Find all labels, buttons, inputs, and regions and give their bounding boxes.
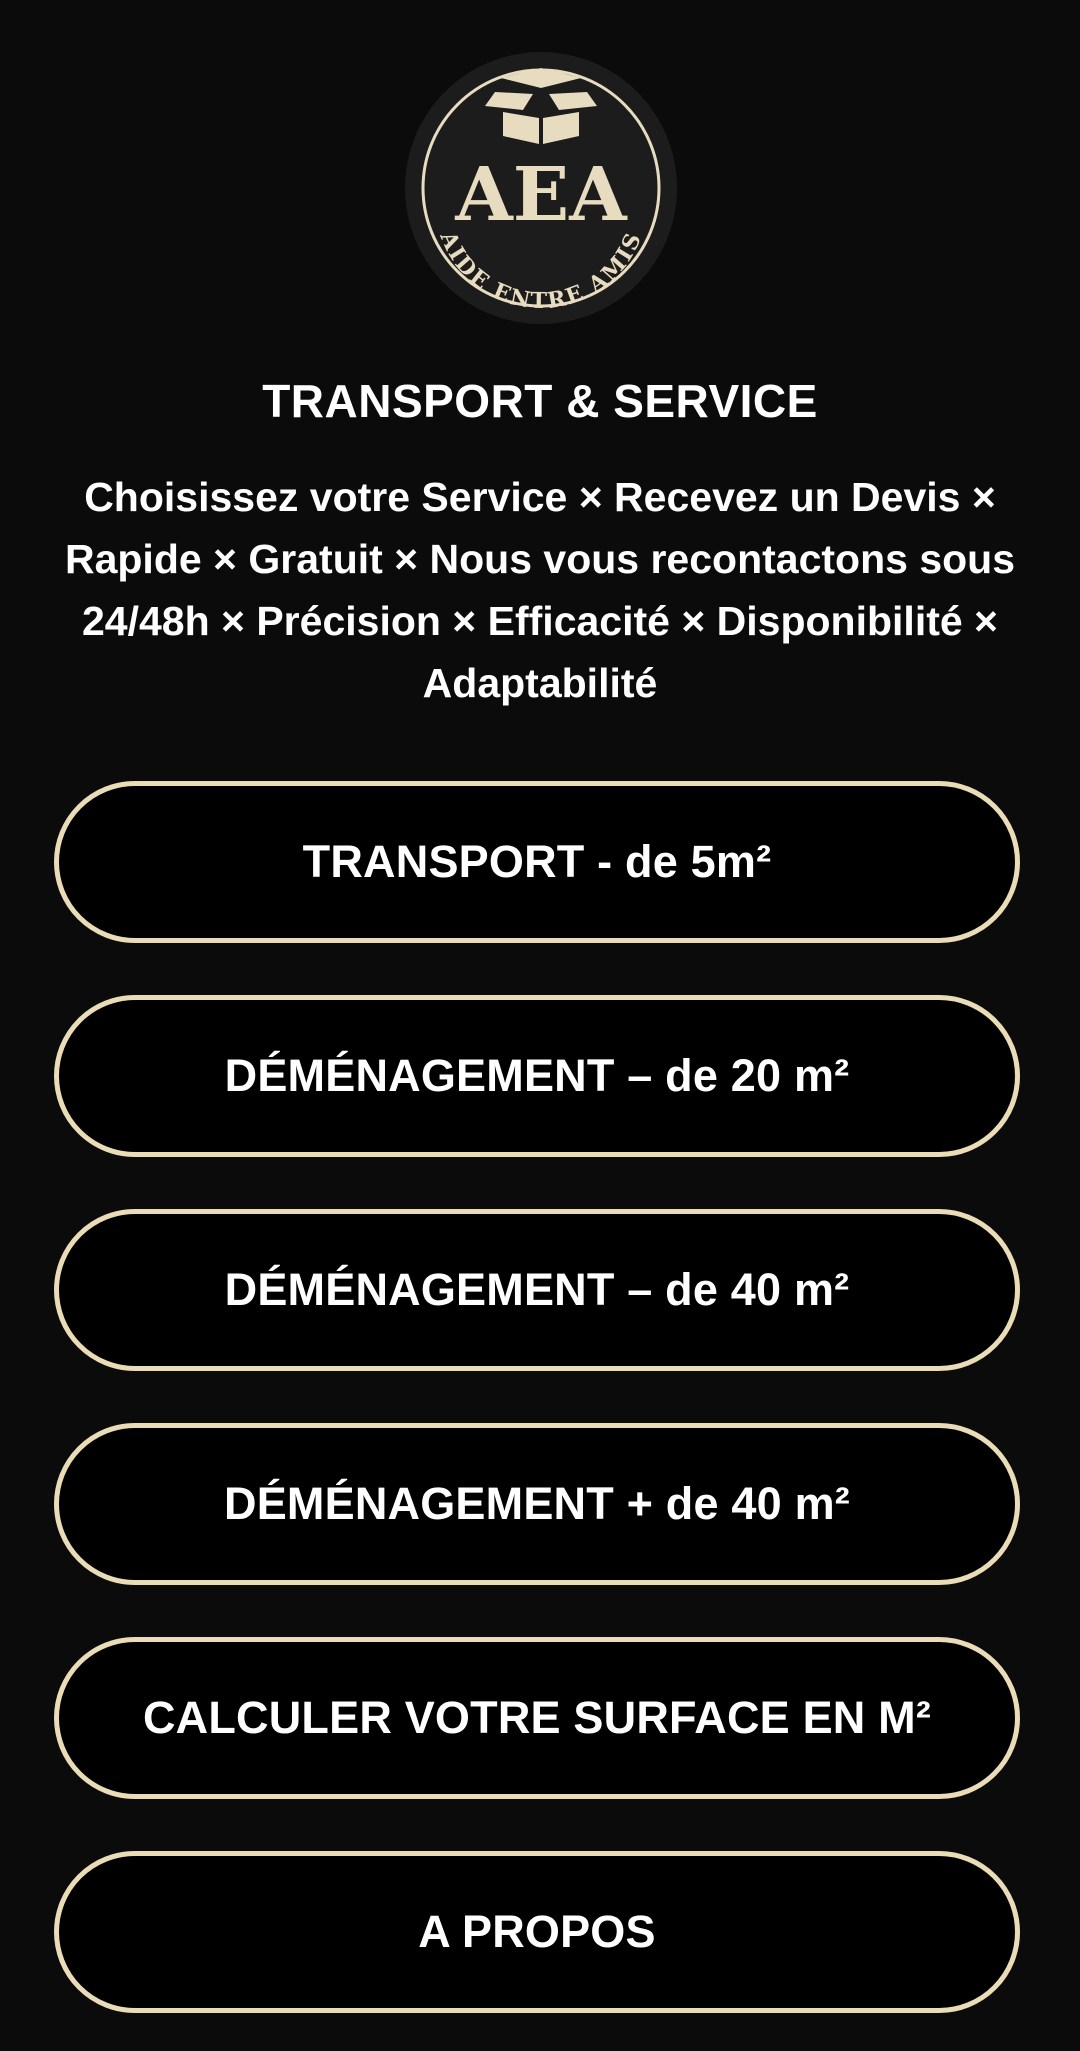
transport-button-label: TRANSPORT - de 5m² — [302, 836, 772, 887]
box-logo-icon — [405, 52, 677, 324]
about-button[interactable] — [54, 1851, 1020, 2013]
about-button-label: A PROPOS — [418, 1906, 656, 1957]
logo-arc-text: AIDE ENTRE AMIS — [434, 227, 648, 315]
logo-monogram: AEA — [455, 152, 627, 238]
brand-logo — [405, 52, 677, 324]
tagline: Choisissez votre Service × Recevez un Devis × Rapide × Gratuit × Nous vous recontactons sous 24/48h × Précision × Efficacité × Disponibilité × Adaptabilité — [64, 474, 1016, 706]
page-title: TRANSPORT & SERVICE — [262, 375, 818, 427]
demenagement-20-button-label: DÉMÉNAGEMENT – de 20 m² — [224, 1050, 850, 1101]
demenagement-40-button[interactable] — [54, 1209, 1020, 1371]
demenagement-plus-40-button[interactable] — [54, 1423, 1020, 1585]
demenagement-20-button[interactable] — [54, 995, 1020, 1157]
demenagement-plus-40-button-label: DÉMÉNAGEMENT + de 40 m² — [224, 1478, 850, 1529]
demenagement-40-button-label: DÉMÉNAGEMENT – de 40 m² — [224, 1264, 850, 1315]
calculate-surface-button-label: CALCULER VOTRE SURFACE EN M² — [142, 1692, 932, 1743]
calculate-surface-button[interactable] — [54, 1637, 1020, 1799]
transport-button[interactable] — [54, 781, 1020, 943]
